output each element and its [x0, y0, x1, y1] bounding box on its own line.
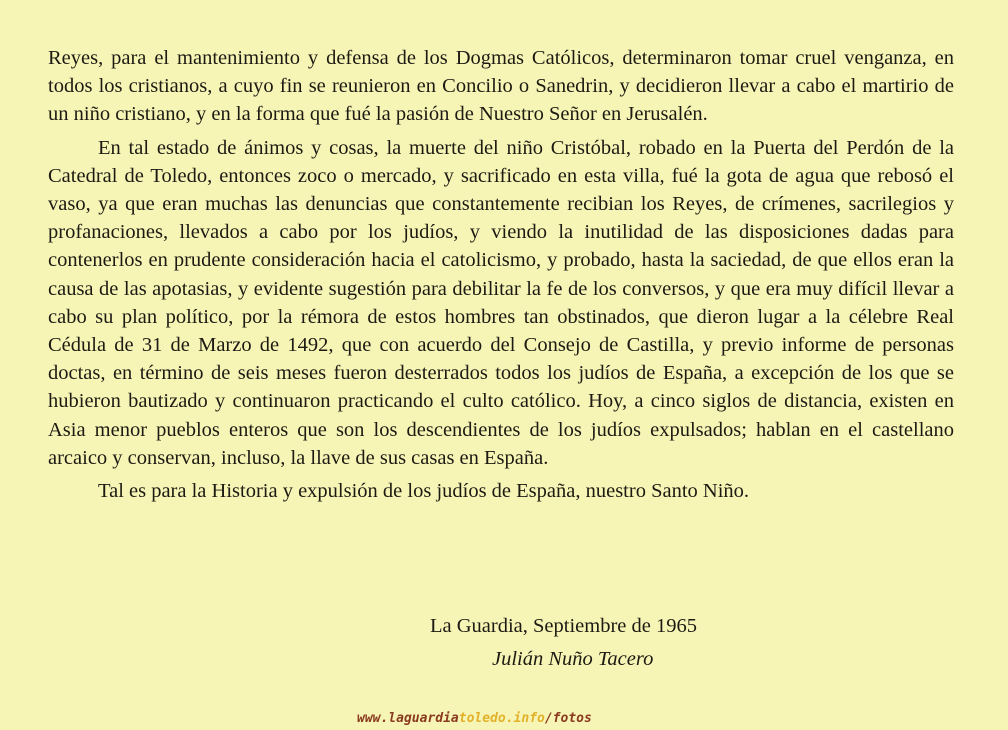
watermark-part-b: toledo.info — [458, 711, 545, 726]
watermark-part-a: www.laguardia — [357, 711, 459, 726]
document-body — [48, 44, 954, 505]
paragraph-2: En tal estado de ánimos y cosas, la muerte del niño Cristóbal, robado en la Puerta del Perdón de la Catedral de Toledo, entonces zoco o mercado, y sacrificado en esta villa, fué la gota de agua que rebosó el vaso, ya que eran muchas las denuncias que constantemente recibian los Reyes, de crímenes, sacrilegios y profanaciones, llevados a cabo por los judíos, y viendo la inutilidad de las disposiciones dadas para contenerlos en prudente consideración hacia el catolicismo, y probado, hasta la saciedad, de que ellos eran la causa de las apotasias, y evidente sugestión para debilitar la fe de los conversos, y que era muy difícil llevar a cabo su plan político, por la rémora de estos hombres tan obstinados, que dieron lugar a la célebre Real Cédula de 31 de Marzo de 1492, que con acuerdo del Consejo de Castilla, y previo informe de personas doctas, en término de seis meses fueron desterrados todos los judíos de España, a excepción de los que se hubieron bautizado y continuaron practicando el culto católico. Hoy, a cinco siglos de distancia, existen en Asia menor pueblos enteros que son los descendientes de los judíos expulsados; hablan en el castellano arcaico y conservan, incluso, la llave de sus casas en España. — [48, 136, 954, 469]
watermark-part-c: /fotos — [544, 711, 592, 726]
signature: Julián Nuño Tacero — [492, 648, 654, 670]
paragraph-3: Tal es para la Historia y expulsión de los judíos de España, nuestro Santo Niño. — [98, 480, 750, 503]
paragraph-1: Reyes, para el mantenimiento y defensa de los Dogmas Católicos, determinaron tomar cruel venganza, en todos los cristianos, a cuyo fin se reunieron en Concilio o Sanedrin, y decidieron llevar a cabo el martirio de un niño cristiano, y en la forma que fué la pasión de Nuestro Señor en Jerusalén. — [48, 47, 954, 126]
place-date: La Guardia, Septiembre de 1965 — [430, 615, 697, 637]
watermark — [357, 711, 592, 727]
